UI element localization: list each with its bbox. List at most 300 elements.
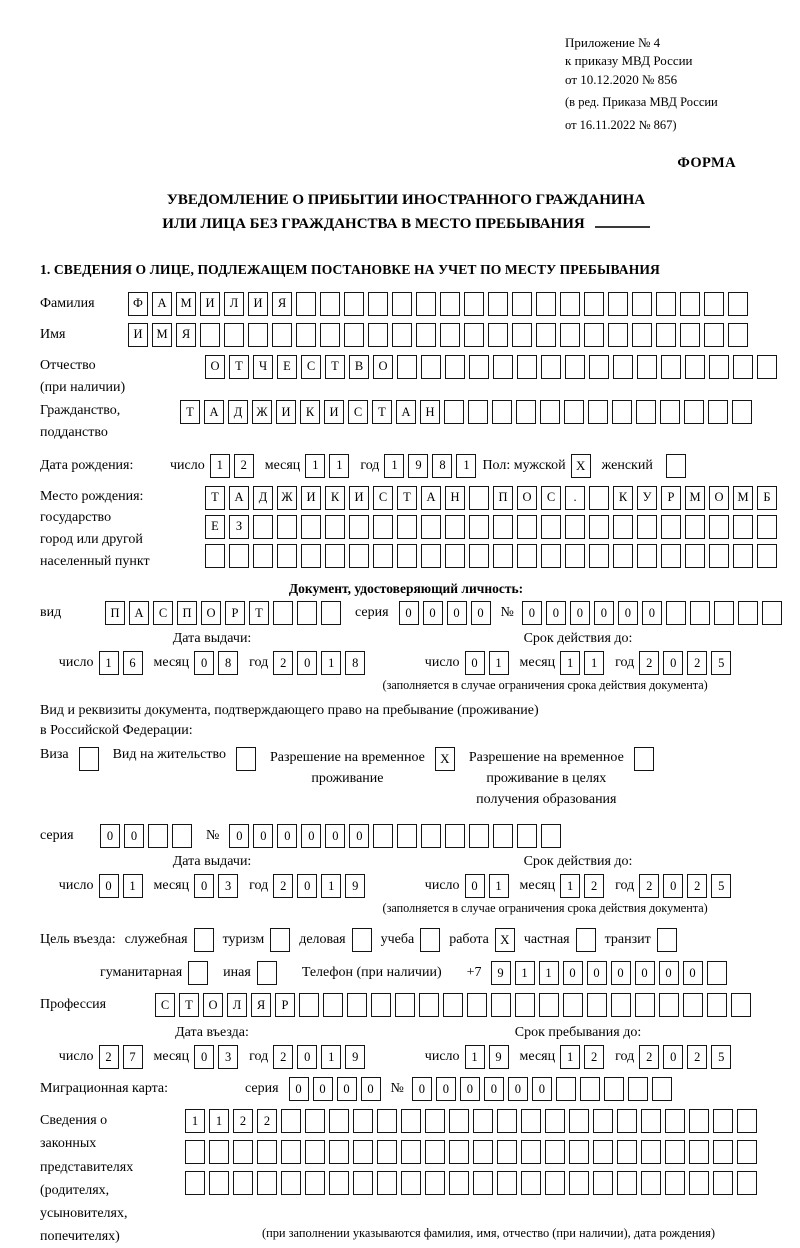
char-cell[interactable] [665,1171,685,1195]
char-cell[interactable]: 0 [436,1077,456,1101]
char-cell[interactable]: 2 [687,874,707,898]
char-cell[interactable]: 0 [99,874,119,898]
char-cell[interactable]: Д [228,400,248,424]
char-cell[interactable] [377,1171,397,1195]
char-cell[interactable]: 2 [234,454,254,478]
char-cell[interactable] [419,993,439,1017]
char-cell[interactable]: . [565,486,585,510]
char-cell[interactable] [656,292,676,316]
char-cell[interactable]: 0 [546,601,566,625]
char-cell[interactable]: Е [205,515,225,539]
char-cell[interactable]: 5 [711,874,731,898]
char-cell[interactable]: К [613,486,633,510]
char-cell[interactable] [320,323,340,347]
char-cell[interactable]: А [396,400,416,424]
char-cell[interactable]: 1 [515,961,535,985]
char-cell[interactable] [613,515,633,539]
char-cell[interactable]: 0 [194,874,214,898]
char-cell[interactable]: 2 [687,1045,707,1069]
char-cell[interactable]: Н [445,486,465,510]
char-cell[interactable]: 1 [560,1045,580,1069]
char-cell[interactable]: П [177,601,197,625]
char-cell[interactable] [444,400,464,424]
study-checkbox[interactable] [420,928,440,952]
char-cell[interactable]: 0 [100,824,120,848]
char-cell[interactable] [148,824,168,848]
char-cell[interactable] [689,1140,709,1164]
char-cell[interactable] [563,993,583,1017]
char-cell[interactable] [325,515,345,539]
char-cell[interactable]: 1 [384,454,404,478]
char-cell[interactable]: Ч [253,355,273,379]
char-cell[interactable] [464,292,484,316]
char-cell[interactable] [728,292,748,316]
char-cell[interactable] [205,544,225,568]
residence-permit-checkbox[interactable] [236,747,256,771]
char-cell[interactable]: 0 [349,824,369,848]
char-cell[interactable]: А [204,400,224,424]
char-cell[interactable]: 0 [194,1045,214,1069]
char-cell[interactable] [401,1171,421,1195]
char-cell[interactable]: 0 [229,824,249,848]
char-cell[interactable]: Н [420,400,440,424]
private-checkbox[interactable] [576,928,596,952]
char-cell[interactable] [425,1109,445,1133]
char-cell[interactable]: 2 [257,1109,277,1133]
char-cell[interactable] [421,355,441,379]
char-cell[interactable] [516,400,536,424]
char-cell[interactable] [680,292,700,316]
char-cell[interactable] [517,355,537,379]
char-cell[interactable]: 2 [687,651,707,675]
char-cell[interactable] [613,544,633,568]
char-cell[interactable] [541,544,561,568]
char-cell[interactable] [733,355,753,379]
char-cell[interactable]: О [201,601,221,625]
char-cell[interactable]: 0 [412,1077,432,1101]
char-cell[interactable]: 0 [663,651,683,675]
char-cell[interactable]: 1 [539,961,559,985]
char-cell[interactable] [257,1140,277,1164]
char-cell[interactable]: В [349,355,369,379]
char-cell[interactable] [628,1077,648,1101]
char-cell[interactable] [493,824,513,848]
char-cell[interactable] [569,1171,589,1195]
char-cell[interactable]: 0 [289,1077,309,1101]
char-cell[interactable] [305,1171,325,1195]
char-cell[interactable] [636,400,656,424]
char-cell[interactable]: К [325,486,345,510]
char-cell[interactable] [733,515,753,539]
char-cell[interactable] [281,1140,301,1164]
char-cell[interactable]: А [421,486,441,510]
char-cell[interactable] [665,1109,685,1133]
char-cell[interactable] [373,544,393,568]
char-cell[interactable] [373,515,393,539]
char-cell[interactable] [200,323,220,347]
char-cell[interactable]: 9 [408,454,428,478]
char-cell[interactable]: 1 [123,874,143,898]
char-cell[interactable] [517,544,537,568]
char-cell[interactable]: Ф [128,292,148,316]
char-cell[interactable] [233,1171,253,1195]
char-cell[interactable]: 0 [423,601,443,625]
char-cell[interactable] [440,292,460,316]
char-cell[interactable]: 1 [329,454,349,478]
char-cell[interactable] [209,1140,229,1164]
char-cell[interactable] [708,400,728,424]
char-cell[interactable] [659,993,679,1017]
char-cell[interactable] [233,1140,253,1164]
char-cell[interactable]: 1 [321,1045,341,1069]
char-cell[interactable]: 0 [253,824,273,848]
char-cell[interactable] [665,1140,685,1164]
char-cell[interactable]: 0 [471,601,491,625]
char-cell[interactable]: 0 [659,961,679,985]
char-cell[interactable] [656,323,676,347]
char-cell[interactable]: П [105,601,125,625]
char-cell[interactable] [613,355,633,379]
char-cell[interactable] [305,1140,325,1164]
char-cell[interactable] [467,993,487,1017]
char-cell[interactable]: 2 [639,1045,659,1069]
char-cell[interactable]: 6 [123,651,143,675]
char-cell[interactable]: 0 [465,651,485,675]
char-cell[interactable]: О [203,993,223,1017]
char-cell[interactable] [347,993,367,1017]
char-cell[interactable] [689,1109,709,1133]
char-cell[interactable] [707,961,727,985]
char-cell[interactable]: 0 [325,824,345,848]
char-cell[interactable]: 0 [447,601,467,625]
char-cell[interactable] [281,1109,301,1133]
char-cell[interactable]: 2 [639,651,659,675]
char-cell[interactable]: 1 [99,651,119,675]
char-cell[interactable]: 0 [570,601,590,625]
char-cell[interactable]: М [733,486,753,510]
char-cell[interactable] [587,993,607,1017]
char-cell[interactable] [660,400,680,424]
temp-residence-education-checkbox[interactable] [634,747,654,771]
char-cell[interactable] [344,292,364,316]
char-cell[interactable]: 0 [663,1045,683,1069]
char-cell[interactable]: М [685,486,705,510]
char-cell[interactable]: 9 [345,874,365,898]
char-cell[interactable]: 1 [560,651,580,675]
char-cell[interactable]: О [709,486,729,510]
other-checkbox[interactable] [257,961,277,985]
char-cell[interactable]: 0 [337,1077,357,1101]
char-cell[interactable] [401,1140,421,1164]
char-cell[interactable] [608,323,628,347]
char-cell[interactable]: 0 [194,651,214,675]
char-cell[interactable] [560,292,580,316]
char-cell[interactable] [397,544,417,568]
char-cell[interactable] [301,544,321,568]
char-cell[interactable]: 1 [560,874,580,898]
char-cell[interactable] [321,601,341,625]
char-cell[interactable]: Т [229,355,249,379]
char-cell[interactable]: 0 [297,1045,317,1069]
char-cell[interactable] [392,323,412,347]
char-cell[interactable]: Л [224,292,244,316]
char-cell[interactable] [685,544,705,568]
char-cell[interactable]: Т [180,400,200,424]
char-cell[interactable] [377,1109,397,1133]
char-cell[interactable] [443,993,463,1017]
char-cell[interactable] [445,824,465,848]
char-cell[interactable] [517,824,537,848]
char-cell[interactable] [593,1140,613,1164]
char-cell[interactable] [539,993,559,1017]
char-cell[interactable]: 5 [711,1045,731,1069]
char-cell[interactable]: С [373,486,393,510]
char-cell[interactable] [473,1140,493,1164]
char-cell[interactable] [536,323,556,347]
char-cell[interactable] [683,993,703,1017]
char-cell[interactable] [416,292,436,316]
char-cell[interactable] [713,1140,733,1164]
char-cell[interactable]: 0 [297,874,317,898]
char-cell[interactable] [689,1171,709,1195]
char-cell[interactable] [560,323,580,347]
work-checkbox[interactable]: X [495,928,515,952]
char-cell[interactable] [565,544,585,568]
char-cell[interactable] [449,1171,469,1195]
char-cell[interactable] [584,323,604,347]
char-cell[interactable] [580,1077,600,1101]
char-cell[interactable] [737,1109,757,1133]
char-cell[interactable] [685,355,705,379]
char-cell[interactable] [704,323,724,347]
char-cell[interactable] [469,515,489,539]
char-cell[interactable]: 1 [305,454,325,478]
char-cell[interactable] [589,515,609,539]
char-cell[interactable] [425,1140,445,1164]
char-cell[interactable] [377,1140,397,1164]
char-cell[interactable] [617,1109,637,1133]
char-cell[interactable]: О [205,355,225,379]
char-cell[interactable] [617,1140,637,1164]
char-cell[interactable]: 1 [210,454,230,478]
char-cell[interactable]: 9 [489,1045,509,1069]
char-cell[interactable] [493,544,513,568]
char-cell[interactable] [297,601,317,625]
char-cell[interactable] [632,292,652,316]
char-cell[interactable] [368,292,388,316]
char-cell[interactable]: 0 [361,1077,381,1101]
char-cell[interactable] [421,824,441,848]
business-checkbox[interactable] [352,928,372,952]
char-cell[interactable] [491,993,511,1017]
char-cell[interactable] [641,1140,661,1164]
char-cell[interactable] [493,515,513,539]
char-cell[interactable] [556,1077,576,1101]
char-cell[interactable] [329,1171,349,1195]
char-cell[interactable] [449,1109,469,1133]
char-cell[interactable]: 0 [522,601,542,625]
char-cell[interactable] [728,323,748,347]
char-cell[interactable]: 0 [297,651,317,675]
char-cell[interactable]: С [541,486,561,510]
char-cell[interactable] [584,292,604,316]
transit-checkbox[interactable] [657,928,677,952]
char-cell[interactable]: 3 [218,1045,238,1069]
char-cell[interactable]: М [176,292,196,316]
char-cell[interactable] [637,515,657,539]
char-cell[interactable]: С [153,601,173,625]
char-cell[interactable] [320,292,340,316]
char-cell[interactable] [445,515,465,539]
char-cell[interactable] [224,323,244,347]
char-cell[interactable] [709,544,729,568]
char-cell[interactable]: 1 [321,651,341,675]
char-cell[interactable] [564,400,584,424]
char-cell[interactable] [401,1109,421,1133]
char-cell[interactable]: Д [253,486,273,510]
char-cell[interactable] [714,601,734,625]
char-cell[interactable]: Л [227,993,247,1017]
char-cell[interactable]: 2 [99,1045,119,1069]
char-cell[interactable] [305,1109,325,1133]
humanitarian-checkbox[interactable] [188,961,208,985]
char-cell[interactable] [253,515,273,539]
char-cell[interactable] [545,1140,565,1164]
char-cell[interactable] [612,400,632,424]
char-cell[interactable] [229,544,249,568]
char-cell[interactable] [680,323,700,347]
char-cell[interactable]: Я [176,323,196,347]
char-cell[interactable]: 1 [321,874,341,898]
char-cell[interactable]: 7 [123,1045,143,1069]
char-cell[interactable]: 0 [484,1077,504,1101]
char-cell[interactable] [593,1109,613,1133]
char-cell[interactable] [517,515,537,539]
char-cell[interactable]: И [128,323,148,347]
char-cell[interactable] [253,544,273,568]
char-cell[interactable] [397,355,417,379]
char-cell[interactable] [661,515,681,539]
char-cell[interactable]: 0 [563,961,583,985]
char-cell[interactable] [731,993,751,1017]
temp-residence-checkbox[interactable]: X [435,747,455,771]
char-cell[interactable]: 1 [584,651,604,675]
char-cell[interactable]: 1 [489,874,509,898]
char-cell[interactable]: 1 [465,1045,485,1069]
char-cell[interactable] [588,400,608,424]
char-cell[interactable] [325,544,345,568]
char-cell[interactable] [296,292,316,316]
char-cell[interactable] [541,824,561,848]
char-cell[interactable]: А [152,292,172,316]
char-cell[interactable]: 2 [273,651,293,675]
char-cell[interactable]: И [324,400,344,424]
char-cell[interactable] [713,1171,733,1195]
char-cell[interactable] [762,601,782,625]
char-cell[interactable]: 1 [489,651,509,675]
char-cell[interactable] [521,1171,541,1195]
char-cell[interactable] [684,400,704,424]
char-cell[interactable] [737,1171,757,1195]
char-cell[interactable] [397,824,417,848]
char-cell[interactable]: С [155,993,175,1017]
char-cell[interactable] [425,1171,445,1195]
char-cell[interactable] [737,1140,757,1164]
char-cell[interactable] [707,993,727,1017]
char-cell[interactable] [661,544,681,568]
char-cell[interactable] [373,824,393,848]
char-cell[interactable] [521,1140,541,1164]
char-cell[interactable]: 0 [618,601,638,625]
char-cell[interactable] [273,601,293,625]
char-cell[interactable] [604,1077,624,1101]
char-cell[interactable] [277,515,297,539]
char-cell[interactable] [661,355,681,379]
char-cell[interactable] [445,544,465,568]
char-cell[interactable] [329,1109,349,1133]
char-cell[interactable] [652,1077,672,1101]
char-cell[interactable] [209,1171,229,1195]
char-cell[interactable] [589,486,609,510]
char-cell[interactable]: 0 [124,824,144,848]
char-cell[interactable] [541,515,561,539]
char-cell[interactable] [611,993,631,1017]
char-cell[interactable]: Р [661,486,681,510]
char-cell[interactable] [515,993,535,1017]
char-cell[interactable]: 8 [432,454,452,478]
char-cell[interactable] [732,400,752,424]
char-cell[interactable] [569,1109,589,1133]
char-cell[interactable] [545,1171,565,1195]
char-cell[interactable] [272,323,292,347]
char-cell[interactable] [257,1171,277,1195]
char-cell[interactable]: И [200,292,220,316]
char-cell[interactable]: 3 [218,874,238,898]
char-cell[interactable]: Т [325,355,345,379]
char-cell[interactable] [709,355,729,379]
char-cell[interactable]: 0 [465,874,485,898]
char-cell[interactable] [608,292,628,316]
char-cell[interactable] [666,601,686,625]
char-cell[interactable]: 9 [491,961,511,985]
char-cell[interactable] [469,824,489,848]
char-cell[interactable]: Е [277,355,297,379]
char-cell[interactable] [185,1140,205,1164]
char-cell[interactable]: 2 [584,874,604,898]
char-cell[interactable]: 2 [233,1109,253,1133]
char-cell[interactable] [353,1171,373,1195]
char-cell[interactable]: Ж [277,486,297,510]
char-cell[interactable] [301,515,321,539]
char-cell[interactable]: Р [225,601,245,625]
char-cell[interactable] [497,1109,517,1133]
char-cell[interactable]: Т [205,486,225,510]
char-cell[interactable]: 9 [345,1045,365,1069]
tourism-checkbox[interactable] [270,928,290,952]
char-cell[interactable]: М [152,323,172,347]
char-cell[interactable] [757,355,777,379]
char-cell[interactable] [368,323,388,347]
char-cell[interactable] [473,1171,493,1195]
char-cell[interactable] [635,993,655,1017]
char-cell[interactable] [296,323,316,347]
char-cell[interactable]: З [229,515,249,539]
char-cell[interactable]: Т [249,601,269,625]
char-cell[interactable]: 1 [456,454,476,478]
char-cell[interactable]: И [248,292,268,316]
char-cell[interactable] [299,993,319,1017]
char-cell[interactable] [464,323,484,347]
